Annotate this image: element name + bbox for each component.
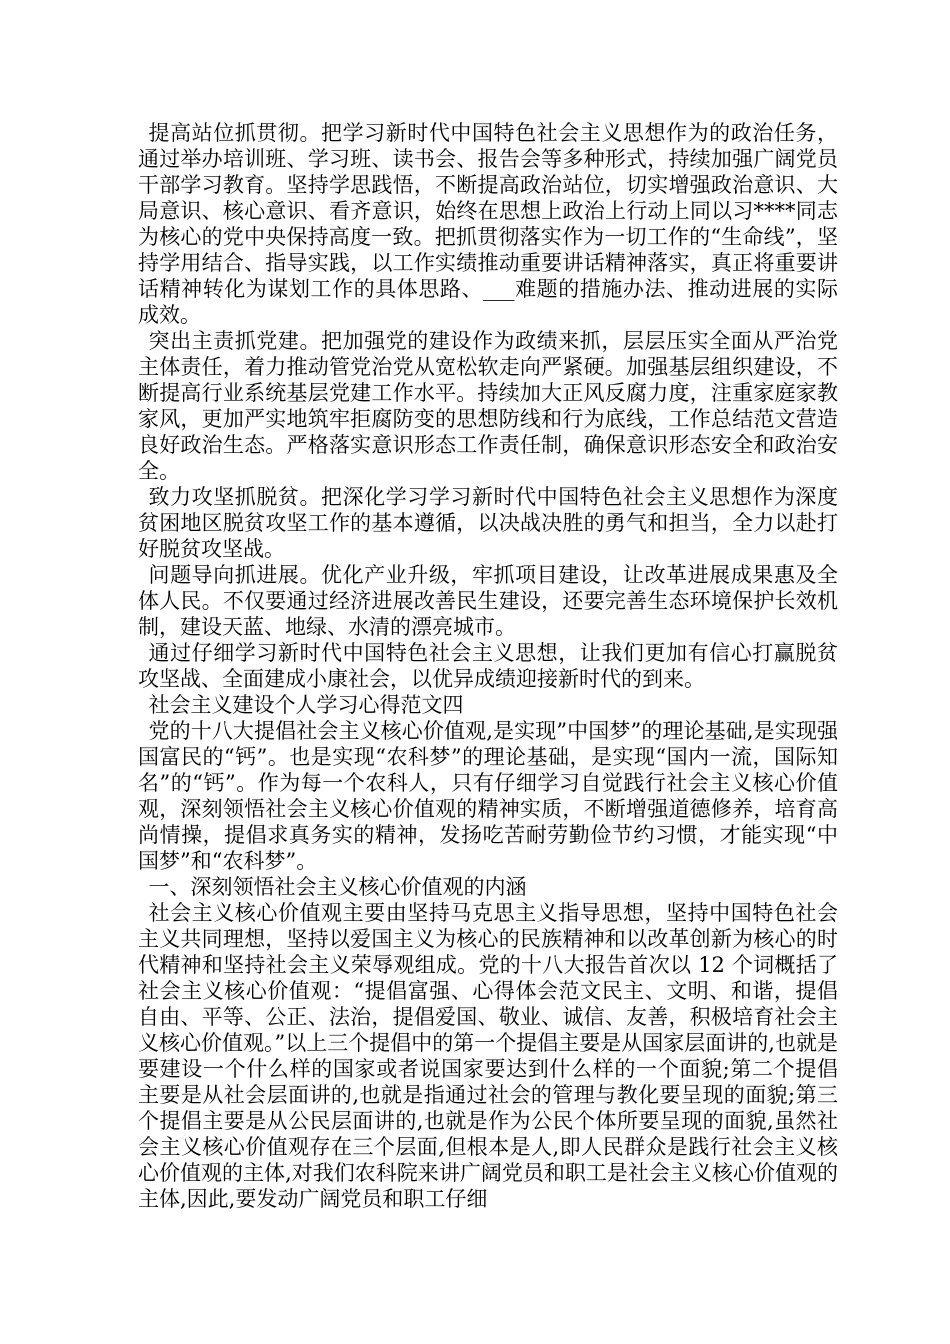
article-title: 社会主义建设个人学习心得范文四 [148, 693, 464, 717]
document-body [138, 120, 838, 1212]
paragraph-4: 问题导向抓进展。优化产业升级，牢抓项目建设，让改革进展成果惠及全体人民。不仅要通过经济进展改善民生建设，还要完善生态环境保护长效机制，建设天蓝、地绿、水清的漂亮城市。 [138, 563, 838, 639]
paragraph-3: 致力攻坚抓脱贫。把深化学习学习新时代中国特色社会主义思想作为深度贫困地区脱贫攻坚工作的基本遵循，以决战决胜的勇气和担当，全力以赴打好脱贫攻坚战。 [138, 485, 838, 561]
paragraph-2: 突出主责抓党建。把加强党的建设作为政绩来抓，层层压实全面从严治党主体责任，着力推动管党治党从宽松软走向严紧硬。加强基层组织建设，不断提高行业系统基层党建工作水平。持续加大正风反腐力度，注重家庭家教家风，更加严实地筑牢拒腐防变的思想防线和行为底线，工作总结范文营造良好政治生态。严格落实意识形态工作责任制，确保意识形态安全和政治安全。 [138, 329, 838, 483]
paragraph-7: 社会主义核心价值观主要由坚持马克思主义指导思想，坚持中国特色社会主义共同理想，坚持以爱国主义为核心的民族精神和以改革创新为核心的时代精神和坚持社会主义荣辱观组成。党的十八大报告首次以 12 个词概括了社会主义核心价值观：“提倡富强、心得体会范文民主、文明、和谐，提倡自由、平等、公正、法治，提倡爱国、敬业、诚信、友善，积极培育社会主义核心价值观。”以上三个提倡中的第一个提倡主要是从国家层面讲的,也就是要建设一个什么样的国家或者说国家要达到什么样的一个面貌;第二个提倡主要是从社会层面讲的,也就是指通过社会的管理与教化要呈现的面貌;第三个提倡主要是从公民层面讲的,也就是作为公民个体所要呈现的面貌,虽然社会主义核心价值观存在三个层面,但根本是人,即人民群众是践行社会主义核心价值观的主体,对我们农科院来讲广阔党员和职工是社会主义核心价值观的主体,因此,要发动广阔党员和职工仔细 [138, 901, 838, 1211]
paragraph-1: 提高站位抓贯彻。把学习新时代中国特色社会主义思想作为的政治任务，通过举办培训班、学习班、读书会、报告会等多种形式，持续加强广阔党员干部学习教育。坚持学思践悟，不断提高政治站位，切实增强政治意识、大局意识、核心意识、看齐意识，始终在思想上政治上行动上同以习****同志为核心的党中央保持高度一致。把抓贯彻落实作为一切工作的“生命线”，坚持学用结合、指导实践，以工作实绩推动重要讲话精神落实，真正将重要讲话精神转化为谋划工作的具体思路、___难题的措施办法、推动进展的实际成效。 [138, 121, 838, 327]
section-heading: 一、深刻领悟社会主义核心价值观的内涵 [148, 875, 527, 899]
paragraph-5: 通过仔细学习新时代中国特色社会主义思想，让我们更加有信心打赢脱贫攻坚战、全面建成小康社会，以优异成绩迎接新时代的到来。 [138, 641, 838, 691]
paragraph-6: 党的十八大提倡社会主义核心价值观,是实现”中国梦”的理论基础,是实现强国富民的“钙”。也是实现“农科梦”的理论基础，是实现“国内一流，国际知名”的“钙”。作为每一个农科人，只有仔细学习自觉践行社会主义核心价值观，深刻领悟社会主义核心价值观的精神实质，不断增强道德修养，培育高尚情操，提倡求真务实的精神，发扬吃苦耐劳勤俭节约习惯，才能实现“中国梦”和“农科梦”。 [138, 719, 838, 873]
